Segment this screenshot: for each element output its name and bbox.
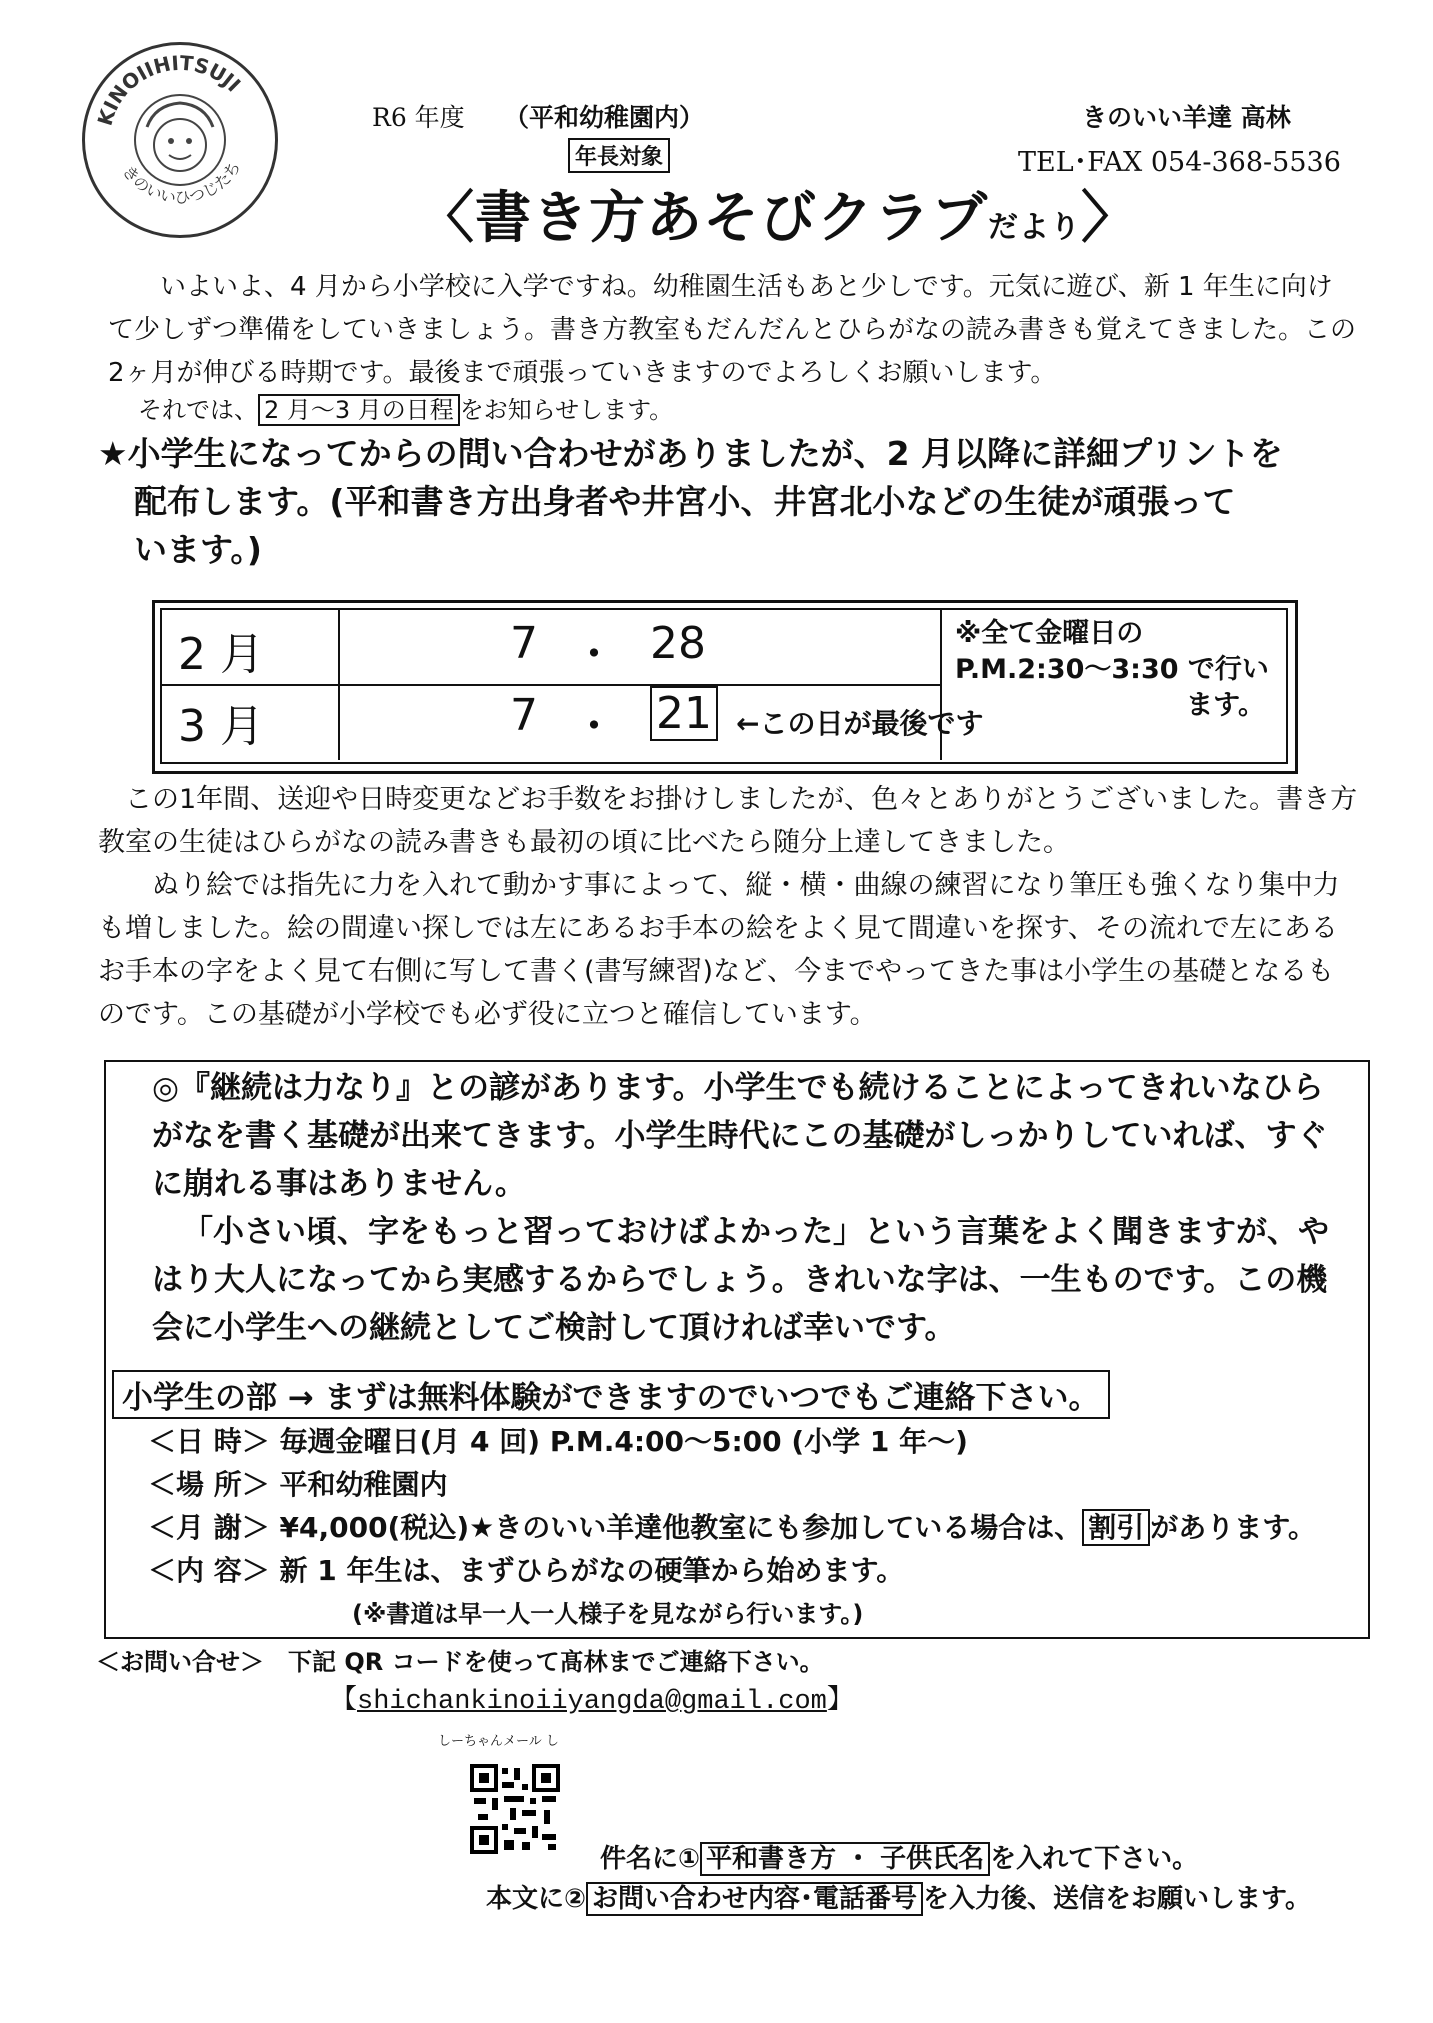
schedule-col-divider — [338, 608, 340, 760]
star-line-2: 配布します。(平和書き方出身者や井宮小、井宮北小などの生徒が頑張って — [134, 482, 1236, 521]
contact-text: 下記 QR コードを使って髙林までご連絡下さい。 — [288, 1648, 824, 1676]
detail-label: ＜日 時＞ — [148, 1425, 270, 1458]
contact-line — [96, 1642, 824, 1677]
detail-value: ¥4,000(税込)★きのいい羊達他教室にも参加している場合は、 — [279, 1511, 1083, 1544]
logo-stamp — [82, 42, 278, 238]
schedule-day: 7 — [510, 618, 538, 669]
calligraphy-note: (※書道は早一人一人様子を見ながら行います。) — [352, 1600, 864, 1628]
tel-fax: TEL･FAX 054-368-5536 — [1018, 147, 1341, 178]
detail-value: 新 1 年生は、まずひらがなの硬筆から始めます。 — [279, 1554, 905, 1587]
detail-value: 平和幼稚園内 — [279, 1468, 448, 1501]
detail-row — [148, 1463, 1316, 1506]
body-boxed: お問い合わせ内容･電話番号 — [586, 1882, 923, 1916]
schedule-sep: ・ — [572, 701, 616, 752]
framed-paragraphs — [152, 1064, 1352, 1352]
schedule-day: 7 — [510, 690, 538, 741]
email-link[interactable]: shichankinoiiyangda@gmail.com — [357, 1687, 827, 1717]
last-day-note: ←この日が最後です — [736, 707, 984, 740]
inst1-prefix: 件名に① — [600, 1844, 701, 1874]
email-close: 】 — [826, 1687, 854, 1717]
subject-boxed: 平和書き方 ・ 子供氏名 — [700, 1842, 990, 1876]
side-note-2: P.M.2:30～3:30 で行い — [955, 654, 1269, 685]
last-day-box: 21 — [650, 686, 718, 741]
contact-label: ＜お問い合せ＞ — [96, 1648, 264, 1676]
stamp-bottom-text: きのいいひつじたち — [118, 157, 245, 208]
teacher-name: きのいい羊達 高林 — [1082, 103, 1291, 132]
detail-value: 毎週金曜日(月 4 回) P.M.4:00～5:00 (小学 1 年～) — [279, 1425, 968, 1458]
framed-p2: 「小さい頃、字をもっと習っておけばよかった」という言葉をよく聞きますが、やはり大人になってから実感するからでしょう。きれいな字は、一生ものです。この機会に小学生への継続としてご検討して頂ければ幸いです。 — [152, 1214, 1329, 1346]
detail-after: があります。 — [1150, 1511, 1317, 1544]
class-details — [148, 1420, 1316, 1592]
star-line-1: ★小学生になってからの問い合わせがありましたが、2 月以降に詳細プリントを — [98, 434, 1283, 473]
title-suffix: だより — [988, 210, 1081, 245]
body-p1: この1年間、送迎や日時変更などお手数をお掛けしましたが、色々とありがとうございました。書き方教室の生徒はひらがなの読み書きも最初の頃に比べたら随分上達してきました。 — [98, 784, 1358, 858]
inst1-suffix: を入れて下さい。 — [990, 1844, 1199, 1874]
elementary-heading: 小学生の部 → まずは無料体験ができますのでいつでもご連絡下さい。 — [112, 1370, 1110, 1419]
schedule-month: 2 月 — [178, 629, 264, 680]
detail-row — [148, 1506, 1316, 1549]
target-badge: 年長対象 — [568, 138, 670, 173]
qr-caption: しーちゃんメール し — [438, 1734, 559, 1749]
inst2-suffix: を入力後、送信をお願いします。 — [923, 1884, 1311, 1914]
body-instruction — [486, 1878, 1311, 1915]
intro-paragraph — [108, 266, 1358, 395]
star-notice — [98, 430, 1348, 574]
stamp-top-text: KINOIIHITSUJI — [92, 50, 246, 129]
detail-label: ＜内 容＞ — [148, 1554, 270, 1587]
side-note-1: ※全て金曜日の — [955, 618, 1144, 649]
detail-row — [148, 1420, 1316, 1463]
detail-row — [148, 1549, 1316, 1592]
page-title — [418, 174, 1138, 254]
intro-text: いよいよ、4 月から小学校に入学ですね。幼稚園生活もあと少しです。元気に遊び、新 1 年生に向けて少しずつ準備をしていきましょう。書き方教室もだんだんとひらがなの読み書きも覚えてきました。この 2ヶ月が伸びる時期です。最後まで頑張っていきますのでよろしくお願いします。 — [108, 272, 1357, 388]
email-line[interactable] — [330, 1677, 854, 1717]
framed-p1: ◎『継続は力なり』との諺があります。小学生でも続けることによってきれいなひらがなを書く基礎が出来てきます。小学生時代にこの基礎がしっかりしていれば、すぐに崩れる事はありません。 — [152, 1070, 1328, 1202]
detail-label: ＜月 謝＞ — [148, 1511, 270, 1544]
body-paragraphs — [98, 778, 1358, 1036]
stamp-graphic — [85, 45, 275, 235]
schedule-sep: ・ — [572, 629, 616, 680]
title-main: 〈書き方あそびクラブ — [418, 186, 988, 251]
schedule-day: 28 — [650, 618, 706, 669]
email-open: 【 — [330, 1687, 357, 1717]
school-year: R6 年度 — [372, 103, 465, 132]
svg-text:KINOIIHITSUJI — [93, 51, 246, 129]
schedule-month: 3 月 — [178, 701, 264, 752]
notice-boxed: 2 月～3 月の日程 — [258, 394, 460, 426]
notice-suffix: をお知らせします。 — [459, 396, 674, 424]
detail-label: ＜場 所＞ — [148, 1468, 270, 1501]
venue-label: （平和幼稚園内） — [504, 103, 705, 132]
title-close: 〉 — [1081, 186, 1138, 251]
qr-code-icon[interactable] — [470, 1764, 560, 1854]
subject-instruction — [600, 1838, 1198, 1875]
inst2-prefix: 本文に② — [486, 1884, 587, 1914]
notice-prefix: それでは、 — [138, 396, 258, 424]
schedule-notice — [138, 390, 673, 425]
star-line-3: います。) — [134, 530, 262, 569]
side-note-3: ます。 — [1186, 690, 1265, 721]
schedule-divider — [160, 684, 940, 686]
svg-text:きのいいひつじたち — [119, 158, 245, 208]
discount-box: 割引 — [1082, 1509, 1150, 1546]
body-p2: ぬり絵では指先に力を入れて動かす事によって、縦・横・曲線の練習になり筆圧も強くなり集中力も増しました。絵の間違い探しでは左にあるお手本の絵をよく見て間違いを探す、その流れで左にあるお手本の字をよく見て右側に写して書く(書写練習)など、今までやってきた事は小学生の基礎となるものです。この基礎が小学校でも必ず役に立つと確信しています。 — [98, 870, 1340, 1030]
schedule-side-note — [955, 616, 1275, 724]
